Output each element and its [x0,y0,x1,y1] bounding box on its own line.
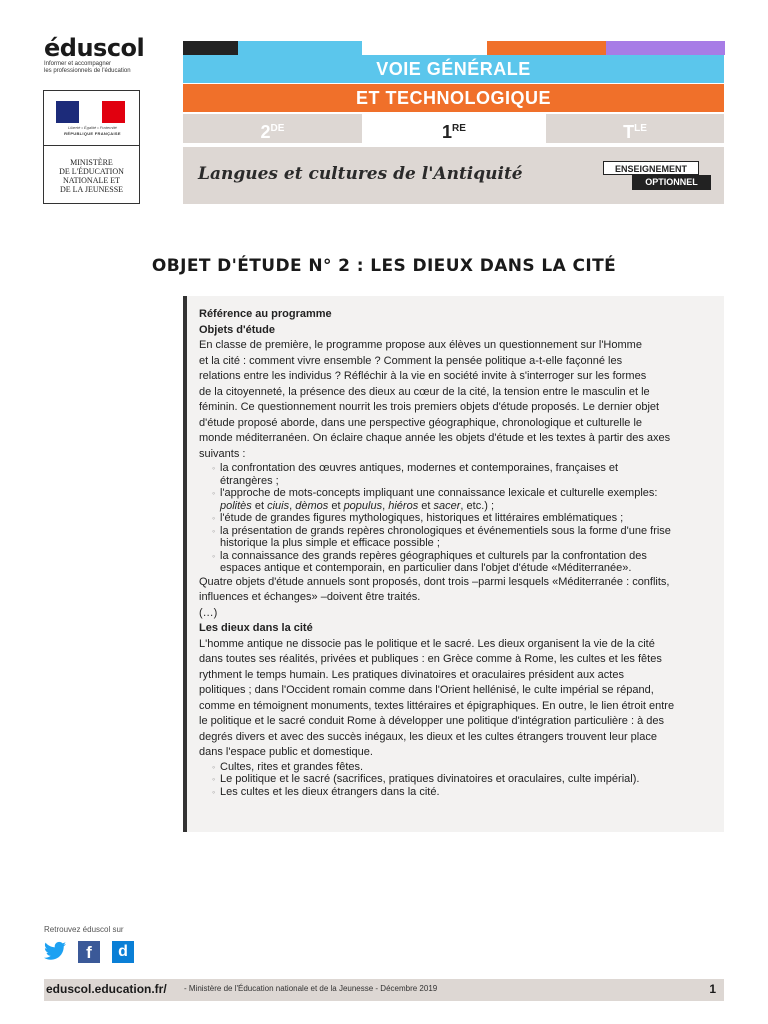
color-strip-blue [238,41,362,55]
latin-word: politès [220,499,252,512]
tagline-line: les professionnels de l'éducation [44,68,131,74]
text-line: monde méditerranéen. On éclaire chaque année les objets d'étude et les textes à partir des axes [199,432,671,444]
axes-list [199,462,714,575]
twitter-bird-shape [44,941,66,961]
dailymotion-icon[interactable]: d [112,941,134,963]
level-label: 1 [442,122,453,142]
ministry-logo [43,90,140,204]
themes-list [199,761,714,799]
text-line: comme en témoignent monuments, textes littéraires et épigraphiques. En outre, le lien étroit entre [199,699,675,712]
text-fragment: , [382,499,389,512]
text-line: degrés divers et avec des succès inégaux, les dieux et les cultes étrangers trouvent leur place [199,730,657,743]
color-strip-purple [606,41,725,55]
level-label: T [623,122,635,142]
ministry-line: DE L'ÉDUCATION [59,167,124,176]
flag-white [79,101,102,123]
subject-banner [183,147,724,204]
text-line: l'étude de grandes figures mythologiques, historiques et littéraires emblématiques ; [220,512,624,524]
twitter-icon[interactable] [44,941,66,963]
color-strip-orange [487,41,606,55]
text-line: l'approche de mots-concepts impliquant une connaissance lexicale et culturelle exemples: [220,487,658,499]
list-item: ◦ Cultes, rites et grandes fêtes. [199,761,714,774]
track-title-technological: ET TECHNOLOGIQUE [183,84,724,112]
tab-level-premiere[interactable] [364,114,544,143]
text-line: historique la plus simple et efficace possible ; [220,537,440,549]
list-item: ◦ Le politique et le sacré (sacrifices, pratiques divinatoires et oraculaires, culte impérial). [199,773,714,786]
republic-motto: Liberté • Égalité • Fraternité [68,125,117,130]
text-line: En classe de première, le programme propose aux élèves un questionnement sur l'Homme [199,339,642,351]
paragraph-intro [199,338,714,462]
list-item [199,487,714,512]
text-line: de la citoyenneté, la présence des dieux au cœur de la cité, la tension entre le masculin et le [199,385,650,398]
ministry-divider [44,145,139,146]
latin-word: ciuis [267,499,290,512]
section-heading-reference: Référence au programme [199,308,332,320]
section-subheading-objets: Objets d'étude [199,323,275,336]
text-fragment: , [289,499,296,512]
footer-info: - Ministère de l'Éducation nationale et de la Jeunesse - Décembre 2019 [184,984,438,993]
text-line: d'étude proposé aborde, dans une perspective géographique, chronologique et culturelle le [199,416,643,429]
page-title: OBJET D'ÉTUDE N° 2 : LES DIEUX DANS LA CITÉ [151,256,617,276]
republic-name: RÉPUBLIQUE FRANÇAISE [64,131,121,136]
text-line: la connaissance des grands repères géographiques et culturels par la confrontation des [220,549,647,562]
eduscol-logo[interactable]: éduscol [44,34,145,62]
text-line: suivants : [199,447,246,460]
text-line: dans toutes ses réalités, privées et publiques : en Grèce comme à Rome, les cultes et les fêtes [199,653,662,665]
text-line: la confrontation des œuvres antiques, modernes et contemporaines, françaises et [220,462,619,474]
text-fragment: et [251,499,268,512]
text-line: la présentation de grands repères chronologiques et événementiels sous la forme d'une frise [220,524,671,537]
list-item: ◦ Les cultes et les dieux étrangers dans la cité. [199,786,714,799]
text-line: étrangères ; [220,474,279,487]
text-line: le politique et le sacré conduit Rome à développer une politique d'intégration particulière : à des [199,715,665,727]
text-line: féminin. Ce questionnement nourrit les trois premiers objets d'étude proposés. Le dernier objet [199,401,660,413]
section-subheading-dieux: Les dieux dans la cité [199,622,313,634]
tab-level-terminale[interactable] [546,114,724,143]
text-line: rythment le temps humain. Les pratiques divinatoires et oraculaires président aux actes [199,668,624,681]
list-item [199,512,714,525]
flag-blue [56,101,79,123]
logo-tagline [44,61,164,75]
track-title-general: VOIE GÉNÉRALE [183,55,724,83]
content-box [183,296,724,832]
ellipsis: (…) [199,606,218,619]
ministry-line: MINISTÈRE [70,158,113,167]
ministry-line: NATIONALE ET [62,176,121,185]
text-fragment: , etc.) ; [460,499,495,512]
tab-level-seconde[interactable] [183,114,362,143]
ministry-line: DE LA JEUNESSE [59,185,124,194]
french-flag-icon [56,101,125,123]
list-item [199,525,714,550]
subject-title: Langues et cultures de l'Antiquité [198,164,523,184]
level-label: 2 [260,122,271,142]
footer-site-link[interactable]: eduscol.education.fr/ [46,982,167,996]
ministry-name [46,158,137,194]
text-line: et la cité : comment vivre ensemble ? Comment la pensée politique a-t-elle façonné les [199,354,623,367]
level-suffix: RE [452,123,466,134]
latin-word: hiéros [388,499,419,512]
footer-bar [44,979,724,1001]
text-line: Quatre objets d'étude annuels sont proposés, dont trois –parmi lesquels «Méditerranée : conflits, [199,575,670,588]
paragraph-dieux [199,637,714,761]
badge-enseignement: ENSEIGNEMENT [603,161,699,175]
content-accent-bar [183,296,187,832]
facebook-icon[interactable]: f [78,941,100,963]
badge-optionnel: OPTIONNEL [632,175,711,190]
text-line: politiques ; dans l'Occident romain comme dans l'Orient hellénisé, le culte impérial se répand, [199,684,654,696]
tagline-line: Informer et accompagner [44,61,112,67]
social-label: Retrouvez éduscol sur [44,925,124,934]
color-strip-dark [183,41,238,55]
list-item [199,462,714,487]
page-number: 1 [709,982,716,996]
latin-word: sacer [433,499,461,512]
text-fragment: et [418,499,434,512]
flag-red [102,101,125,123]
text-line: L'homme antique ne dissocie pas le politique et le sacré. Les dieux organisent la vie de la cité [199,637,655,650]
latin-word: populus [343,499,383,512]
text-line: relations entre les individus ? Réfléchir à la vie en société invite à s'interroger sur les formes [199,370,647,382]
level-suffix: DE [270,123,285,134]
text-line: espaces antique et contemporain, en particulier dans l'objet d'étude «Méditerranée». [220,562,632,574]
text-line: dans l'espace public et domestique. [199,746,373,758]
text-fragment: et [328,499,344,512]
content-text [199,307,714,798]
list-item [199,550,714,575]
text-line: influences et échanges» –doivent être traités. [199,591,421,603]
paragraph-objects [199,575,714,606]
latin-word: dèmos [295,499,329,512]
level-suffix: LE [634,123,647,134]
